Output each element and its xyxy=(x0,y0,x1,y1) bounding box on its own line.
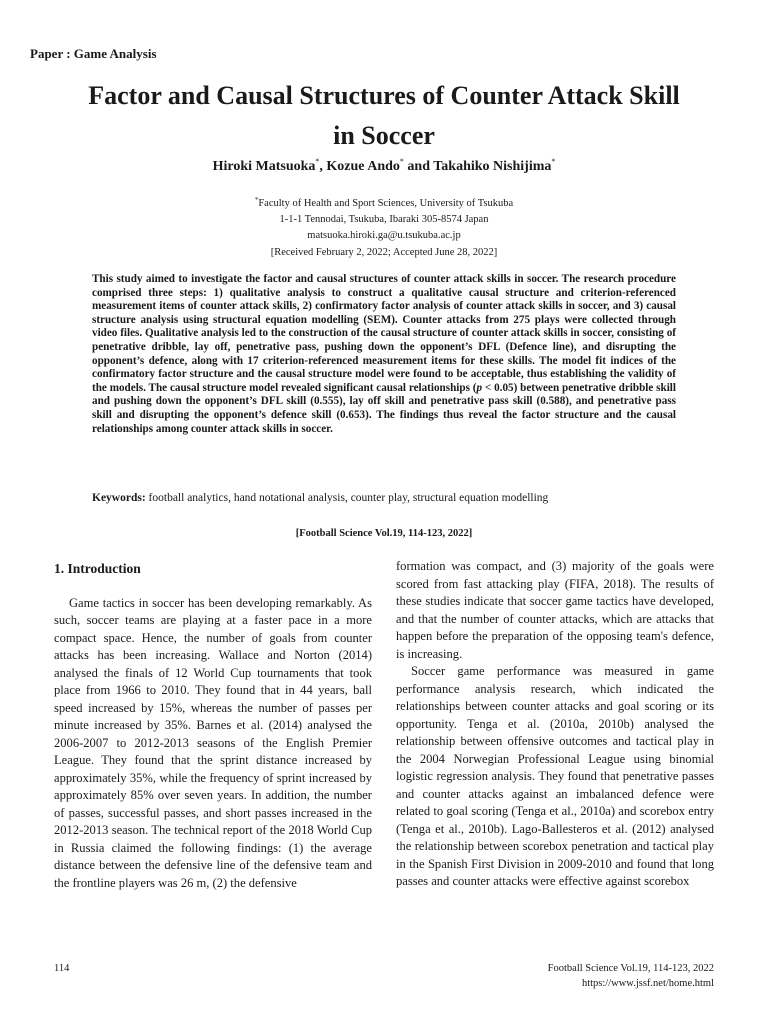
abstract-text-1: This study aimed to investigate the factor and causal structures of counter attack skills in soccer. The research procedure comprised three steps: 1) qualitative analysis to construct a qualitative causal structure and criterion-referenced measurement items of counter attack skills, 2) confirmatory factor analysis of counter attack skills in soccer, and 3) causal structure analysis using structural equation modelling (SEM). Counter attacks from 275 plays were collected through video files. Qualitative analysis led to the construction of the causal structure of counter attack skills in soccer, consisting of penetrative dribble, lay off, penetrative pass, pushing down the opponent’s DFL (Defence line), and disrupting the opponent’s defence, along with 17 criterion-referenced measurement items for these skills. The model fit indices of the confirmatory factor structure and the causal structure model were found to be acceptable, thus establishing the validity of the models. The causal structure model revealed significant causal relationships ( xyxy=(92,273,676,394)
author-1-mark: * xyxy=(315,157,320,166)
author-1: Hiroki Matsuoka xyxy=(212,159,316,174)
affiliation-email: matsuoka.hiroki.ga@u.tsukuba.ac.jp xyxy=(307,230,461,241)
abstract-text-2: < 0.05) between penetrative dribble skill and pushing down the opponent’s DFL skill (0.555), lay off skill and penetrative pass skill (0.588), and penetrative pass skill and disrupting the opponent’s defence skill (0.653). The findings thus reveal the factor structure and the causal relationships among counter attack skills in soccer. xyxy=(92,381,677,435)
paragraph: formation was compact, and (3) majority of the goals were scored from fast attacking play (FIFA, 2018). The results of these studies indicate that soccer game tactics have developed, and that the number of counter attacks, which are attacks that happen before the preparation of the opposing team's defence, is increasing. xyxy=(396,559,714,661)
affiliation-mark: * xyxy=(254,196,259,204)
keywords xyxy=(92,492,692,504)
section-heading-introduction: 1. Introduction xyxy=(54,561,141,576)
abstract-p-symbol: p xyxy=(476,381,483,394)
title-line-1: Factor and Causal Structures of Counter Attack Skill xyxy=(88,81,680,110)
footer-journal: Football Science Vol.19, 114-123, 2022 xyxy=(547,963,714,974)
affiliation xyxy=(40,192,728,244)
title-line-2: in Soccer xyxy=(333,121,435,150)
affiliation-line-2: 1-1-1 Tennodai, Tsukuba, Ibaraki 305-8574 Japan xyxy=(279,214,489,225)
body-column-left xyxy=(54,558,372,892)
body-column-right xyxy=(396,558,714,891)
footer-url: https://www.jssf.net/home.html xyxy=(581,978,714,989)
author-2-mark: * xyxy=(399,157,404,166)
paragraph: Soccer game performance was measured in game performance analysis research, which indicated the relationships between counter attacks and goal scoring or its opportunity. Tenga et al. (2010a, 2010b) analysed the relationship between offensive outcomes and tactical play in the 2004 Norwegian Professional League using binomial logistic regression analysis. They found that penetrative passes and counter attacks against an imbalanced defence were related to goal scoring (Tenga et al., 2010a) and scorebox entry (Tenga et al., 2010b). Lago-Ballesteros et al. (2012) analysed the relationship between scorebox penetration and tactical play in the Spanish First Division in 2009-2010 and found that long passes and counter attacks were effective against scorebox xyxy=(396,664,714,888)
paper-title xyxy=(40,76,728,156)
author-3: Takahiko Nishijima xyxy=(433,159,552,174)
affiliation-line-1: Faculty of Health and Sport Sciences, University of Tsukuba xyxy=(258,198,514,209)
paragraph: Game tactics in soccer has been developing remarkably. As such, soccer teams are playing at a faster pace in a more compact space. Hence, the number of goals from counter attacks has been increasing. Wallace and Norton (2014) analysed the finals of 12 World Cup tournaments that took place from 1966 to 2010. They found that in 44 years, ball speed increased by 15%, whereas the number of passes per minute increased by 35%. Barnes et al. (2014) analysed the 2006-2007 to 2012-2013 seasons of the English Premier League. They found that the sprint distance increased by approximately 35%, while the frequency of sprint increased by approximately 85% over seven years. In addition, the number of passes, successful passes, and short passes increased in the 2012-2013 season. The technical report of the 2018 World Cup in Russia claimed the following findings: (1) the average distance between the defensive line of the defensive team and the frontline players was 26 m, (2) the defensive xyxy=(54,595,372,890)
journal-citation: [Football Science Vol.19, 114-123, 2022] xyxy=(295,528,473,539)
paper-type-label: Paper : Game Analysis xyxy=(30,46,157,61)
page-number: 114 xyxy=(54,963,70,974)
author-sep-1: , xyxy=(319,159,327,174)
keywords-label: Keywords: xyxy=(92,492,146,504)
author-2: Kozue Ando xyxy=(326,159,400,174)
received-dates: [Received February 2, 2022; Accepted June 28, 2022] xyxy=(270,247,498,258)
keywords-text: football analytics, hand notational analysis, counter play, structural equation modelling xyxy=(145,492,549,504)
author-sep-2: and xyxy=(403,159,434,174)
abstract xyxy=(92,273,676,436)
author-3-mark: * xyxy=(551,157,556,166)
author-list xyxy=(40,157,728,175)
